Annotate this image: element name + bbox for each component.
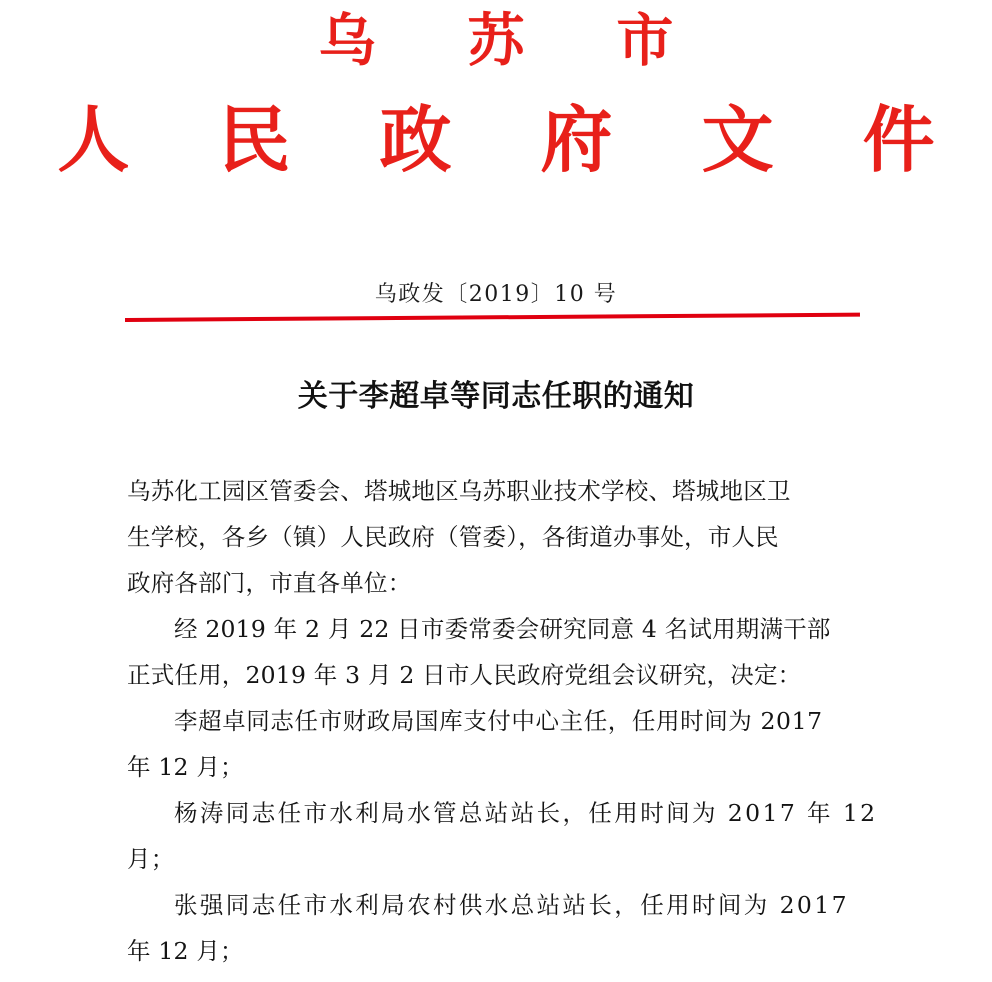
body-line: 政府各部门，市直各单位：	[127, 569, 412, 597]
body-line: 年 12 月；	[127, 753, 244, 781]
body-line: 经 2019 年 2 月 22 日市委常委会研究同意 4 名试用期满干部	[174, 615, 831, 643]
body-line: 李超卓同志任市财政局国库支付中心主任，任用时间为 2017	[174, 707, 823, 735]
body-line: 正式任用，2019 年 3 月 2 日市人民政府党组会议研究，决定：	[127, 661, 802, 689]
masthead-city-name: 乌 苏 市	[318, 7, 710, 74]
body-line: 乌苏化工园区管委会、塔城地区乌苏职业技术学校、塔城地区卫	[127, 477, 791, 505]
masthead-government-document-label: 人 民 政 府 文 件	[57, 97, 967, 182]
body-line: 年 12 月；	[127, 937, 244, 965]
red-separator-rule	[125, 313, 860, 322]
body-line: 月；	[127, 845, 175, 873]
body-line: 生学校，各乡（镇）人民政府（管委），各街道办事处，市人民	[127, 523, 779, 551]
document-serial-number: 乌政发〔2019〕10 号	[374, 282, 618, 307]
body-line: 杨涛同志任市水利局水管总站站长，任用时间为 2017 年 12	[174, 799, 878, 827]
document-title: 关于李超卓等同志任职的通知	[297, 379, 695, 414]
document-body	[127, 468, 878, 974]
body-line: 张强同志任市水利局农村供水总站站长，任用时间为 2017	[174, 891, 849, 919]
